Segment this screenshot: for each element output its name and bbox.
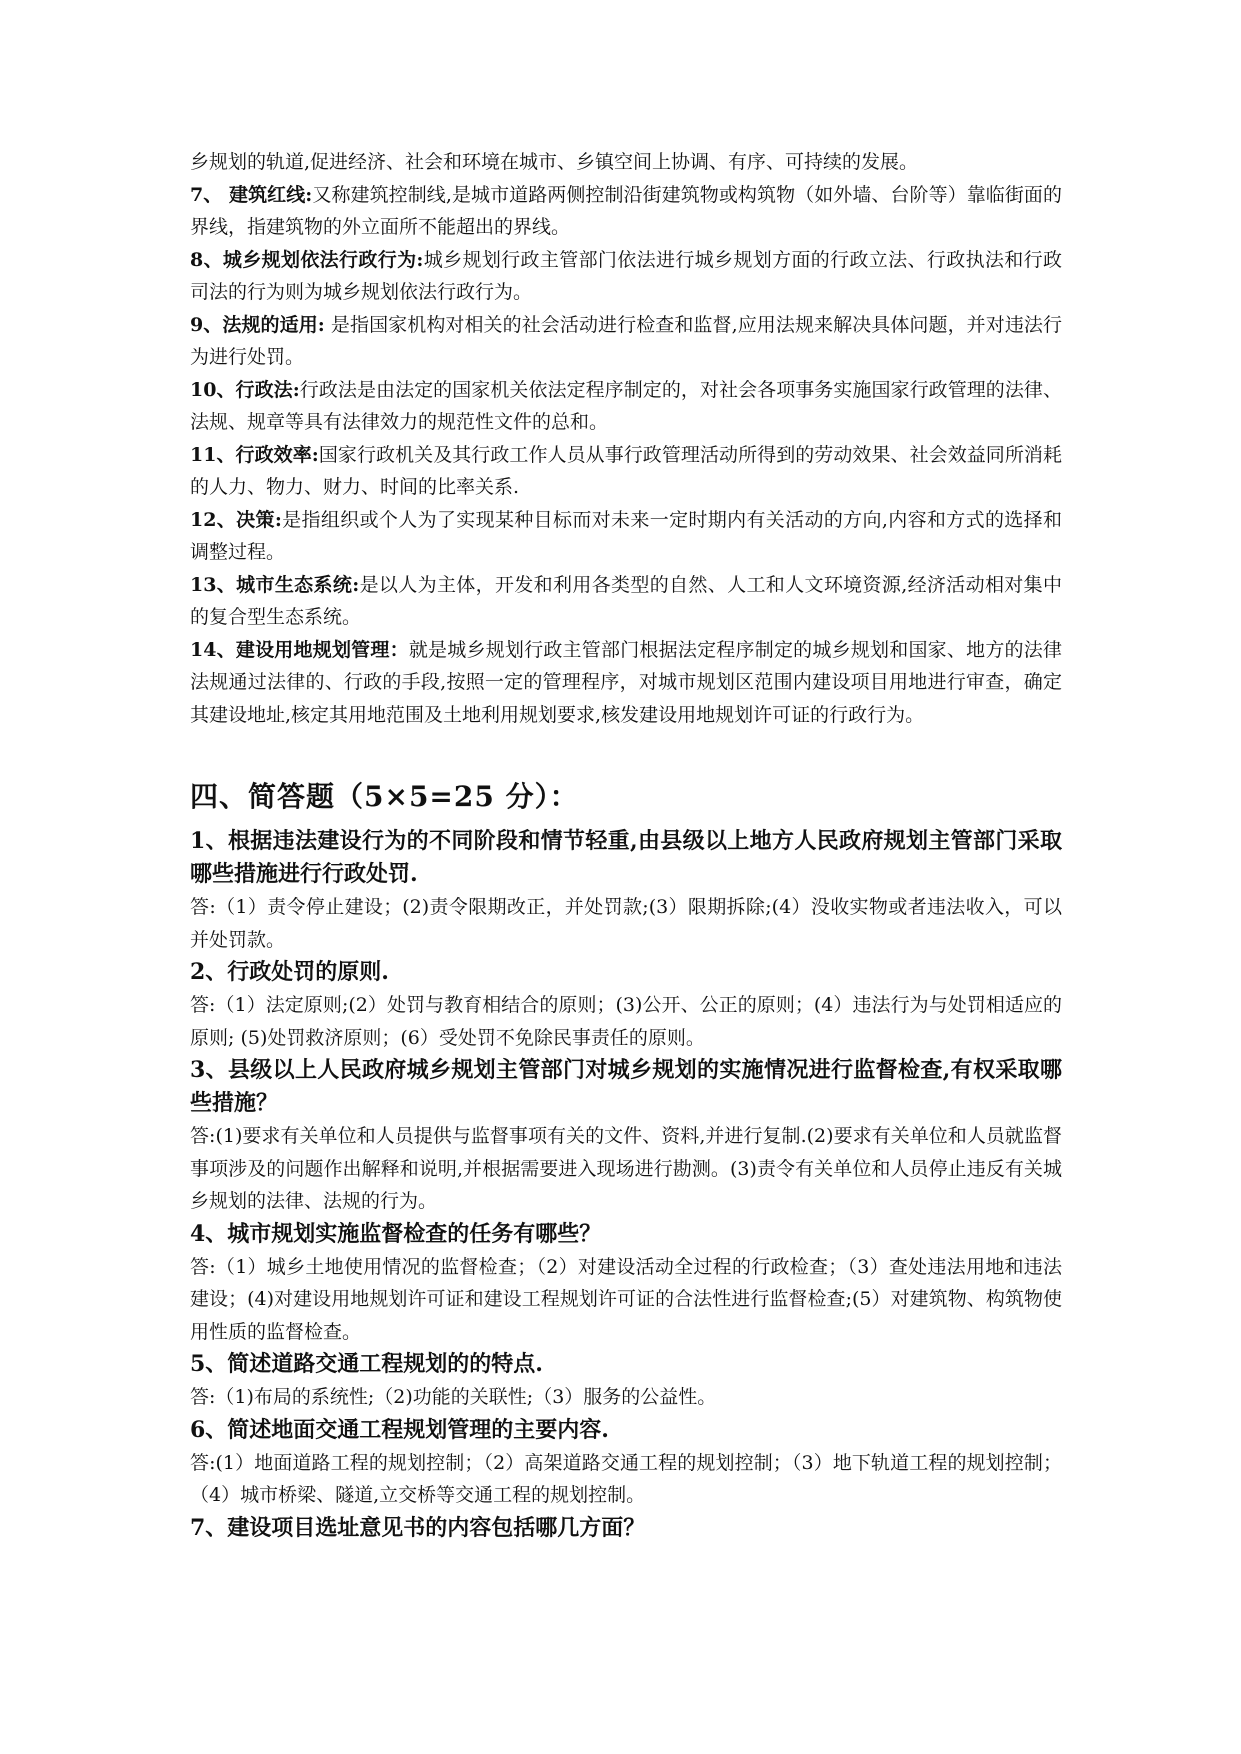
definition-term: 7、 建筑红线: (190, 183, 313, 206)
question-heading: 3、县级以上人民政府城乡规划主管部门对城乡规划的实施情况进行监督检查,有权采取哪些措施？ (190, 1057, 1062, 1116)
answer-text: 答:（1）法定原则;(2）处罚与教育相结合的原则；(3)公开、公正的原则；(4）违法行为与处罚相适应的原则; (5)处罚救济原则；(6）受处罚不免除民事责任的原则。 (190, 994, 1062, 1049)
question-heading: 4、城市规划实施监督检查的任务有哪些？ (190, 1220, 602, 1247)
definition-text: 就是城乡规划行政主管部门根据法定程序制定的城乡规划和国家、地方的法律法规通过法律的、行政的手段,按照一定的管理程序，对城市规划区范围内建设项目用地进行审查，确定其建设地址,核定其用地范围及土地利用规划要求,核发建设用地规划许可证的行政行为。 (190, 638, 1062, 726)
definition-text: 国家行政机关及其行政工作人员从事行政管理活动所得到的劳动效果、社会效益同所消耗的人力、物力、财力、时间的比率关系. (190, 443, 1062, 498)
question-heading: 2、行政处罚的原则. (190, 959, 389, 985)
definition-item (190, 244, 1062, 309)
definition-term: 13、城市生态系统: (190, 573, 360, 596)
definition-text: 是以人为主体，开发和利用各类型的自然、人工和人文环境资源,经济活动相对集中的复合型生态系统。 (190, 573, 1062, 628)
definition-text: 是指国家机构对相关的社会活动进行检查和监督,应用法规来解决具体问题，并对违法行为进行处罚。 (190, 313, 1062, 368)
definition-text: 行政法是由法定的国家机关依法定程序制定的，对社会各项事务实施国家行政管理的法律、法规、规章等具有法律效力的规范性文件的总和。 (190, 378, 1062, 433)
definition-term: 9、法规的适用: (190, 313, 325, 336)
answer-text: 答:（1）责令停止建设；(2)责令限期改正，并处罚款;(3）限期拆除;(4）没收实物或者违法收入，可以并处罚款。 (190, 896, 1062, 951)
document-page (190, 146, 1062, 1545)
definition-term: 8、城乡规划依法行政行为: (190, 248, 424, 271)
answer-text: 答:（1)布局的系统性;（2)功能的关联性;（3）服务的公益性。 (190, 1386, 717, 1408)
definition-text: 乡规划的轨道,促进经济、社会和环境在城市、乡镇空间上协调、有序、可持续的发展。 (190, 151, 919, 173)
question-heading: 7、建设项目选址意见书的内容包括哪几方面？ (190, 1514, 646, 1541)
definition-term: 10、行政法: (190, 378, 300, 401)
definition-text: 城乡规划行政主管部门依法进行城乡规划方面的行政立法、行政执法和行政司法的行为则为城乡规划依法行政行为。 (190, 248, 1062, 303)
definition-item (190, 374, 1062, 439)
definition-item (190, 309, 1062, 374)
definition-item (190, 439, 1062, 504)
definition-term: 12、决策: (190, 508, 282, 531)
question-heading: 5、简述道路交通工程规划的的特点. (190, 1351, 543, 1377)
definition-continuation (190, 146, 1062, 179)
definition-text: 是指组织或个人为了实现某种目标而对未来一定时期内有关活动的方向,内容和方式的选择和调整过程。 (190, 508, 1062, 563)
definition-item (190, 179, 1062, 244)
answer-text: 答:（1）城乡土地使用情况的监督检查；（2）对建设活动全过程的行政检查；（3）查处违法用地和违法建设；(4)对建设用地规划许可证和建设工程规划许可证的合法性进行监督检查;(5）对建筑物、构筑物使用性质的监督检查。 (190, 1255, 1062, 1343)
answer-text: 答:(1)要求有关单位和人员提供与监督事项有关的文件、资料,并进行复制.(2)要求有关单位和人员就监督事项涉及的问题作出解释和说明,并根据需要进入现场进行勘测。(3)责令有关单位和人员停止违反有关城乡规划的法律、法规的行为。 (190, 1125, 1062, 1212)
section-title: 四、简答题（5×5=25 分）： (190, 780, 579, 813)
definition-term: 11、行政效率: (190, 443, 319, 466)
question-heading: 6、简述地面交通工程规划管理的主要内容. (190, 1416, 609, 1443)
definition-item (190, 634, 1062, 732)
definition-item (190, 569, 1062, 634)
definition-item (190, 504, 1062, 569)
question-heading: 1、根据违法建设行为的不同阶段和情节轻重,由县级以上地方人民政府规划主管部门采取哪些措施进行行政处罚. (190, 828, 1062, 887)
definition-term: 14、建设用地规划管理： (190, 638, 409, 661)
definition-text: 又称建筑控制线,是城市道路两侧控制沿街建筑物或构筑物（如外墙、台阶等）靠临街面的界线，指建筑物的外立面所不能超出的界线。 (190, 183, 1062, 238)
answer-text: 答:(1）地面道路工程的规划控制；（2）高架道路交通工程的规划控制；（3）地下轨道工程的规划控制；（4）城市桥梁、隧道,立交桥等交通工程的规划控制。 (190, 1451, 1062, 1506)
